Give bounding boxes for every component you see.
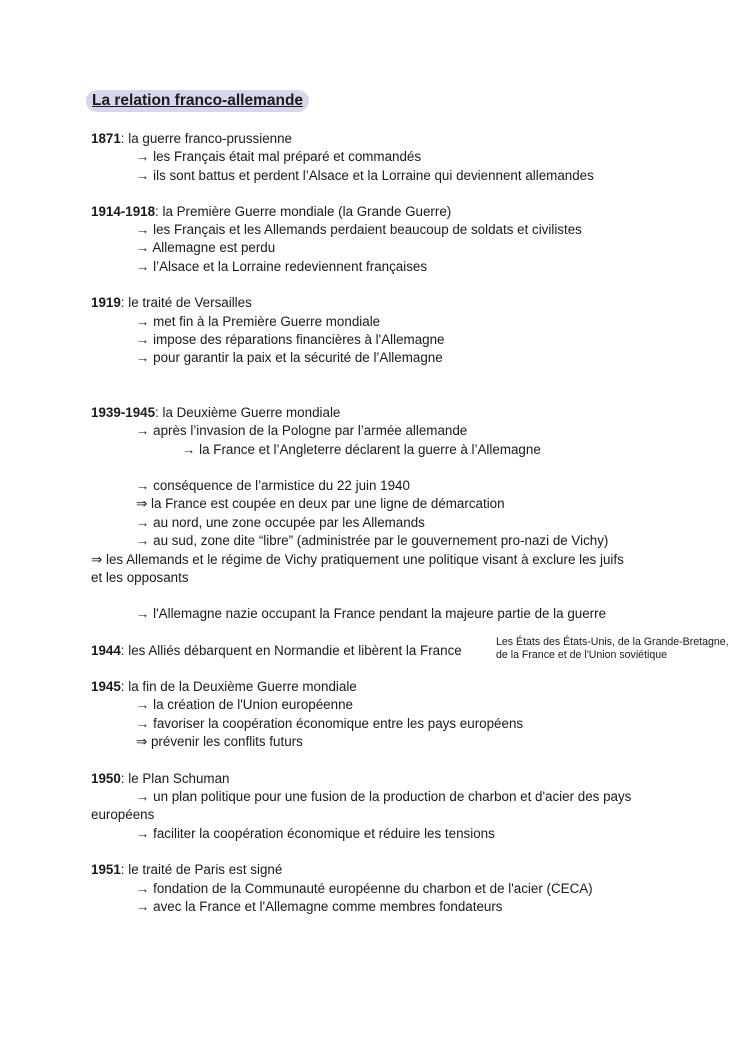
item-text: au sud, zone dite “libre” (administrée par le gouvernement pro-nazi de Vichy) (153, 533, 609, 548)
date-1944: 1944 (91, 643, 121, 658)
heading-text: : la fin de la Deuxième Guerre mondiale (120, 679, 357, 694)
double-arrow-icon: ⇒ (91, 552, 103, 567)
item-text: les Allemands et le régime de Vichy pratiquement une politique visant à exclure les juifs (105, 552, 624, 567)
conclusion-line (91, 551, 624, 569)
section-1914-heading (91, 203, 451, 221)
arrow-icon: → (136, 350, 150, 365)
section-1951-heading (91, 861, 282, 879)
heading-text: : la guerre franco-prussienne (120, 131, 292, 146)
arrow-icon: → (136, 826, 150, 841)
conclusion-line-continued: et les opposants (91, 570, 189, 585)
arrow-icon: → (136, 222, 150, 237)
arrow-icon: → (136, 478, 150, 493)
arrow-icon: → (136, 423, 150, 438)
item-text: la création de l'Union européenne (153, 697, 353, 712)
list-item (136, 696, 353, 714)
arrow-icon: → (136, 332, 150, 347)
heading-text: : le Plan Schuman (120, 771, 230, 786)
list-item (136, 605, 606, 623)
list-item (136, 514, 425, 532)
arrow-icon: → (136, 716, 150, 731)
arrow-icon: → (136, 881, 150, 896)
section-1871-heading (91, 130, 292, 148)
arrow-icon: → (136, 899, 150, 914)
list-item-continued: européens (91, 807, 155, 822)
arrow-icon: → (136, 149, 150, 164)
list-item (136, 258, 427, 276)
section-1939-heading (91, 404, 340, 422)
list-item (136, 148, 421, 166)
list-item (136, 715, 523, 733)
item-text: conséquence de l’armistice du 22 juin 1940 (153, 478, 410, 493)
item-text: faciliter la coopération économique et réduire les tensions (153, 826, 495, 841)
section-1945-heading (91, 678, 357, 696)
section-1944-heading (91, 642, 462, 660)
item-text: prévenir les conflits futurs (150, 734, 303, 749)
list-item (136, 477, 410, 495)
list-item (136, 880, 593, 898)
list-item (136, 167, 594, 185)
item-text: met fin à la Première Guerre mondiale (153, 314, 381, 329)
section-1950-heading (91, 770, 229, 788)
date-1950: 1950 (91, 771, 121, 786)
list-item (136, 825, 495, 843)
list-item (136, 788, 631, 806)
arrow-icon: → (136, 259, 150, 274)
section-1919-heading (91, 294, 252, 312)
list-item (136, 733, 303, 751)
arrow-icon: → (136, 168, 150, 183)
heading-text: : le traité de Paris est signé (120, 862, 283, 877)
heading-text: : les Alliés débarquent en Normandie et libèrent la France (120, 643, 462, 658)
list-item (136, 422, 467, 440)
item-text: pour garantir la paix et la sécurité de l’Allemagne (153, 350, 443, 365)
date-1871: 1871 (91, 131, 121, 146)
arrow-icon: → (136, 606, 150, 621)
item-text: impose des réparations financières à l'Allemagne (153, 332, 445, 347)
double-arrow-icon: ⇒ (136, 734, 148, 749)
date-1945: 1945 (91, 679, 121, 694)
list-item (136, 532, 608, 550)
list-item (136, 239, 275, 257)
list-item (136, 349, 443, 367)
item-text: avec la France et l'Allemagne comme membres fondateurs (153, 899, 503, 914)
date-1914-1918: 1914-1918 (91, 204, 156, 219)
item-text: favoriser la coopération économique entre les pays européens (153, 716, 524, 731)
list-item (136, 495, 505, 513)
item-text: l’Alsace et la Lorraine redeviennent françaises (153, 259, 428, 274)
arrow-icon: → (182, 442, 196, 457)
heading-text: : la Première Guerre mondiale (la Grande Guerre) (155, 204, 452, 219)
item-text: après l’invasion de la Pologne par l’armée allemande (153, 423, 468, 438)
item-text: au nord, une zone occupée par les Allemands (153, 515, 425, 530)
arrow-icon: → (136, 533, 150, 548)
list-subitem (182, 441, 541, 459)
list-item (136, 313, 380, 331)
heading-text: : le traité de Versailles (120, 295, 252, 310)
item-text: les Français et les Allemands perdaient beaucoup de soldats et civilistes (153, 222, 582, 237)
arrow-icon: → (136, 515, 150, 530)
item-text: Allemagne est perdu (152, 240, 276, 255)
item-text: un plan politique pour une fusion de la production de charbon et d'acier des pays (153, 789, 632, 804)
page-title: La relation franco-allemande (86, 90, 309, 112)
item-text: la France et l’Angleterre déclarent la guerre à l’Allemagne (199, 442, 541, 457)
arrow-icon: → (136, 789, 150, 804)
item-text: les Français était mal préparé et commandés (153, 149, 422, 164)
item-text: ils sont battus et perdent l’Alsace et la Lorraine qui deviennent allemandes (153, 168, 594, 183)
date-1919: 1919 (91, 295, 121, 310)
date-1939-1945: 1939-1945 (91, 405, 156, 420)
item-text: la France est coupée en deux par une ligne de démarcation (150, 496, 505, 511)
list-item (136, 221, 582, 239)
side-note: Les États des États-Unis, de la Grande-Bretagne, de la France et de l'Union soviétique (496, 636, 729, 661)
arrow-icon: → (136, 697, 150, 712)
date-1951: 1951 (91, 862, 121, 877)
arrow-icon: → (136, 314, 150, 329)
list-item (136, 331, 444, 349)
double-arrow-icon: ⇒ (136, 496, 148, 511)
list-item (136, 898, 503, 916)
item-text: fondation de la Communauté européenne du charbon et de l'acier (CECA) (153, 881, 593, 896)
arrow-icon: → (136, 240, 150, 255)
heading-text: : la Deuxième Guerre mondiale (155, 405, 341, 420)
item-text: l'Allemagne nazie occupant la France pendant la majeure partie de la guerre (153, 606, 607, 621)
